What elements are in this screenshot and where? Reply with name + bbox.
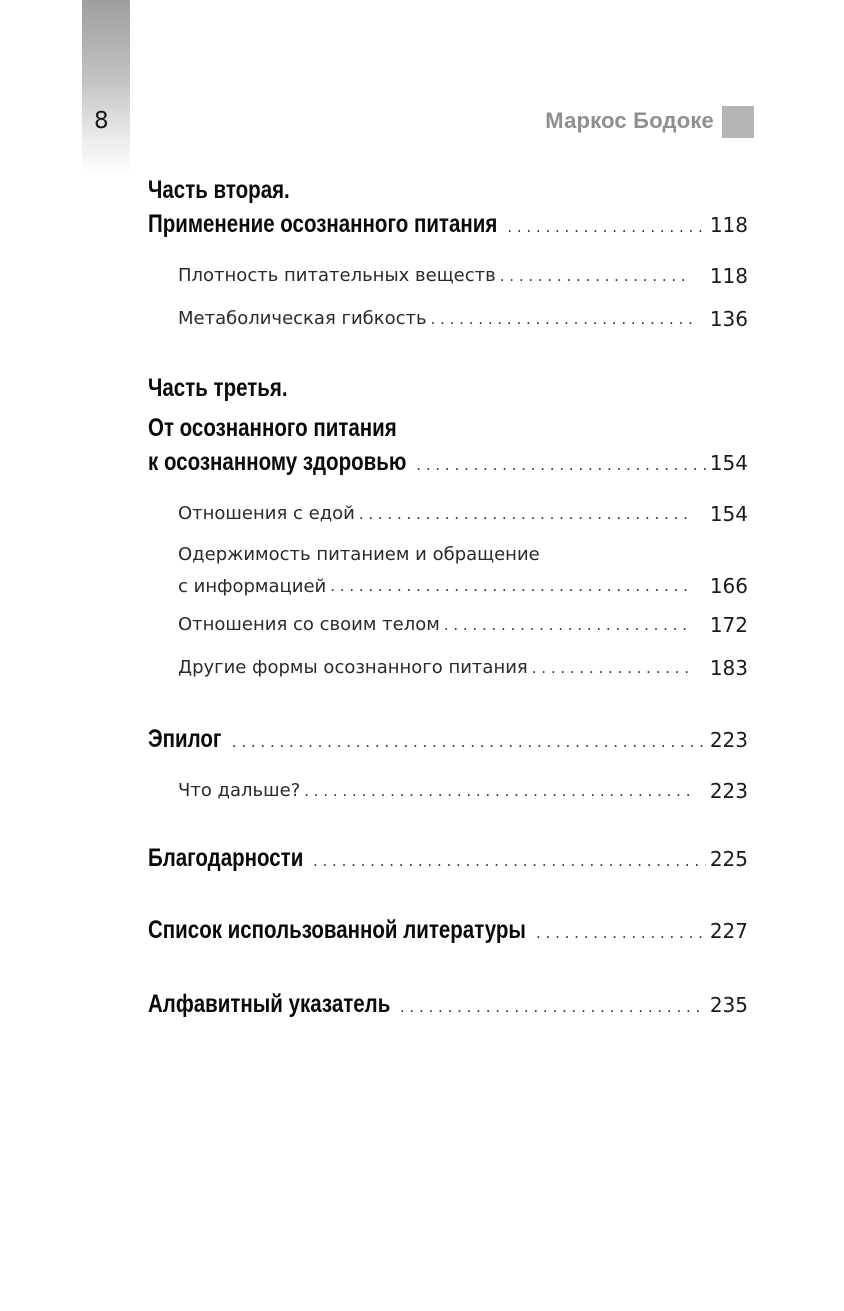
toc-entry-part-two[interactable] (148, 210, 748, 250)
leader-dots (359, 505, 692, 523)
subentry-label-line1: Одержимость питанием и обращение (178, 544, 540, 565)
leader-dots (536, 924, 706, 942)
toc-entry-index[interactable] (148, 990, 748, 1030)
page-ref: 166 (709, 574, 748, 598)
running-head-box (722, 106, 754, 138)
toc-part-two (148, 170, 748, 340)
leader-dots (416, 456, 706, 474)
index-title: Алфавитный указатель (148, 990, 391, 1018)
part-two-title-line1: Часть вторая. (148, 176, 290, 204)
part-three-title-line2: От осознанного питания (148, 414, 397, 442)
part-three-subentries (148, 492, 748, 689)
leader-dots (444, 616, 692, 634)
toc-subentry-multiline[interactable] (178, 541, 748, 603)
toc-subentry[interactable] (178, 492, 748, 535)
leader-dots (500, 267, 692, 285)
toc-entry-epilogue[interactable] (148, 725, 748, 765)
toc-acknowledgements (148, 844, 748, 884)
subentry-label: Другие формы осознанного питания (178, 657, 528, 678)
page-ref: 136 (709, 306, 748, 331)
toc-subentry[interactable] (178, 254, 748, 297)
side-tab-decoration (82, 0, 130, 175)
page-ref: 227 (709, 919, 748, 943)
toc-entry-references[interactable] (148, 916, 748, 956)
toc-subentry[interactable] (178, 646, 748, 689)
page-ref: 154 (709, 501, 748, 526)
subentry-label: Метаболическая гибкость (178, 308, 427, 329)
subentry-label: Что дальше? (178, 780, 301, 801)
page-ref: 118 (709, 263, 748, 288)
toc-index (148, 990, 748, 1030)
subentry-label: Плотность питательных веществ (178, 265, 496, 286)
part-two-subentries (148, 254, 748, 340)
page-ref: 235 (709, 993, 748, 1017)
toc-subentry[interactable] (178, 603, 748, 646)
page-ref: 223 (709, 728, 748, 752)
subentry-label-line2: с информацией (178, 575, 327, 597)
page-ref: 172 (709, 612, 748, 637)
page-ref: 183 (709, 655, 748, 680)
epilogue-title: Эпилог (148, 725, 222, 753)
epilogue-subentries (148, 769, 748, 812)
table-of-contents (148, 170, 748, 1030)
toc-entry-part-three[interactable] (148, 448, 748, 488)
toc-part-three (148, 368, 748, 689)
leader-dots (232, 733, 706, 751)
running-head-author: Маркос Бодоке (545, 108, 714, 133)
toc-subentry[interactable] (178, 297, 748, 340)
leader-dots (313, 852, 706, 870)
page-ref: 154 (709, 451, 748, 475)
subentry-label: Отношения со своим телом (178, 614, 440, 635)
acknowledgements-title: Благодарности (148, 844, 304, 872)
leader-dots (330, 577, 692, 595)
toc-entry-acknowledgements[interactable] (148, 844, 748, 884)
toc-references (148, 916, 748, 956)
page-ref: 118 (709, 213, 748, 237)
part-three-title-line1: Часть третья. (148, 374, 288, 402)
leader-dots (400, 998, 706, 1016)
page-ref: 225 (709, 847, 748, 871)
toc-subentry[interactable] (178, 769, 748, 812)
references-title: Список использованной литературы (148, 916, 526, 944)
leader-dots (304, 782, 692, 800)
part-two-title-line2: Применение осознанного питания (148, 210, 498, 238)
leader-dots (431, 310, 692, 328)
toc-epilogue (148, 725, 748, 812)
page-ref: 223 (709, 778, 748, 803)
subentry-label: Отношения с едой (178, 503, 355, 524)
page-number: 8 (94, 108, 109, 134)
leader-dots (532, 659, 692, 677)
part-three-title-line3: к осознанному здоровью (148, 448, 407, 476)
leader-dots (507, 218, 706, 236)
